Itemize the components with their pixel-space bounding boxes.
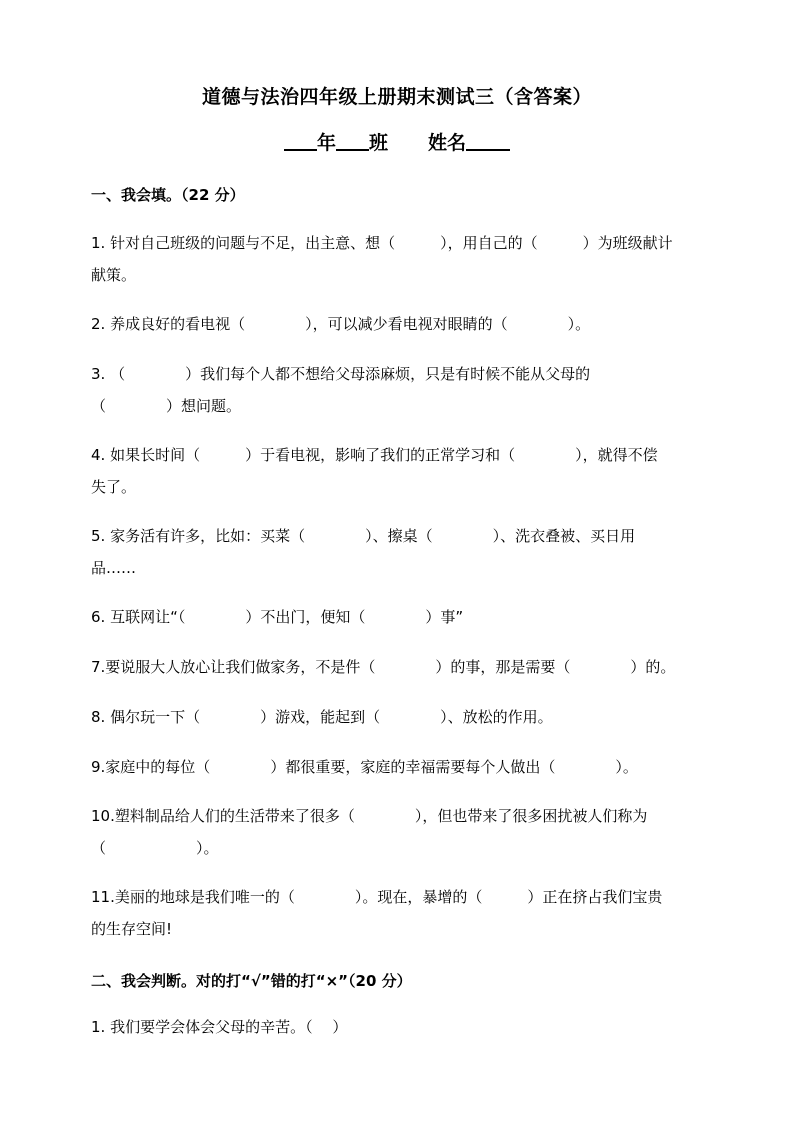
question-line: 献策。 xyxy=(91,266,137,284)
question-line: 1. 我们要学会体会父母的辛苦。（ ） xyxy=(91,1018,348,1036)
question-line: （ ）。 xyxy=(91,839,219,857)
class-blank xyxy=(336,129,369,151)
question-3 xyxy=(91,358,707,422)
question-2 xyxy=(91,308,707,340)
question-line: 4. 如果长时间（ ）于看电视，影响了我们的正常学习和（ ），就得不偿 xyxy=(91,446,658,464)
question-8 xyxy=(91,701,707,733)
question-line: 品…… xyxy=(91,559,137,577)
year-blank xyxy=(284,129,317,151)
name-blank xyxy=(466,129,510,151)
question-line: 8. 偶尔玩一下（ ）游戏，能起到（ ）、放松的作用。 xyxy=(91,708,553,726)
question-line: 11.美丽的地球是我们唯一的（ ）。现在，暴增的（ ）正在挤占我们宝贵 xyxy=(91,888,663,906)
question-line: 6. 互联网让“（ ）不出门，便知（ ）事” xyxy=(91,608,464,626)
question-line: 3. （ ）我们每个人都不想给父母添麻烦，只是有时候不能从父母的 xyxy=(91,365,591,383)
question-line: 5. 家务活有许多，比如：买菜（ ）、擦桌（ ）、洗衣叠被、买日用 xyxy=(91,527,636,545)
question-line: 10.塑料制品给人们的生活带来了很多（ ），但也带来了很多困扰被人们称为 xyxy=(91,807,648,825)
question-line: 2. 养成良好的看电视（ ），可以减少看电视对眼睛的（ ）。 xyxy=(91,315,591,333)
question-10 xyxy=(91,800,707,864)
question-line: 的生存空间! xyxy=(91,920,173,938)
section-heading-fill-in: 一、我会填。（22 分） xyxy=(91,186,245,204)
question-line: （ ）想问题。 xyxy=(91,397,242,415)
tf-question-1 xyxy=(91,1011,707,1043)
question-11 xyxy=(91,881,707,945)
question-5 xyxy=(91,520,707,584)
question-6 xyxy=(91,601,707,633)
class-label: 班 xyxy=(368,132,388,154)
section-heading-true-false: 二、我会判断。对的打“√”错的打“×”（20 分） xyxy=(91,972,412,990)
question-line: 7.要说服大人放心让我们做家务，不是件（ ）的事，那是需要（ ）的。 xyxy=(91,658,676,676)
question-7 xyxy=(91,651,707,683)
question-line: 失了。 xyxy=(91,478,137,496)
student-info-line xyxy=(0,128,794,155)
year-label: 年 xyxy=(316,132,336,154)
name-label: 姓名 xyxy=(428,132,467,154)
document-title: 道德与法治四年级上册期末测试三（含答案） xyxy=(201,86,592,108)
question-1 xyxy=(91,227,707,291)
question-9 xyxy=(91,751,707,783)
question-line: 1. 针对自己班级的问题与不足，出主意、想（ ），用自己的（ ）为班级献计 xyxy=(91,234,673,252)
question-4 xyxy=(91,439,707,503)
question-line: 9.家庭中的每位（ ）都很重要，家庭的幸福需要每个人做出（ ）。 xyxy=(91,758,638,776)
